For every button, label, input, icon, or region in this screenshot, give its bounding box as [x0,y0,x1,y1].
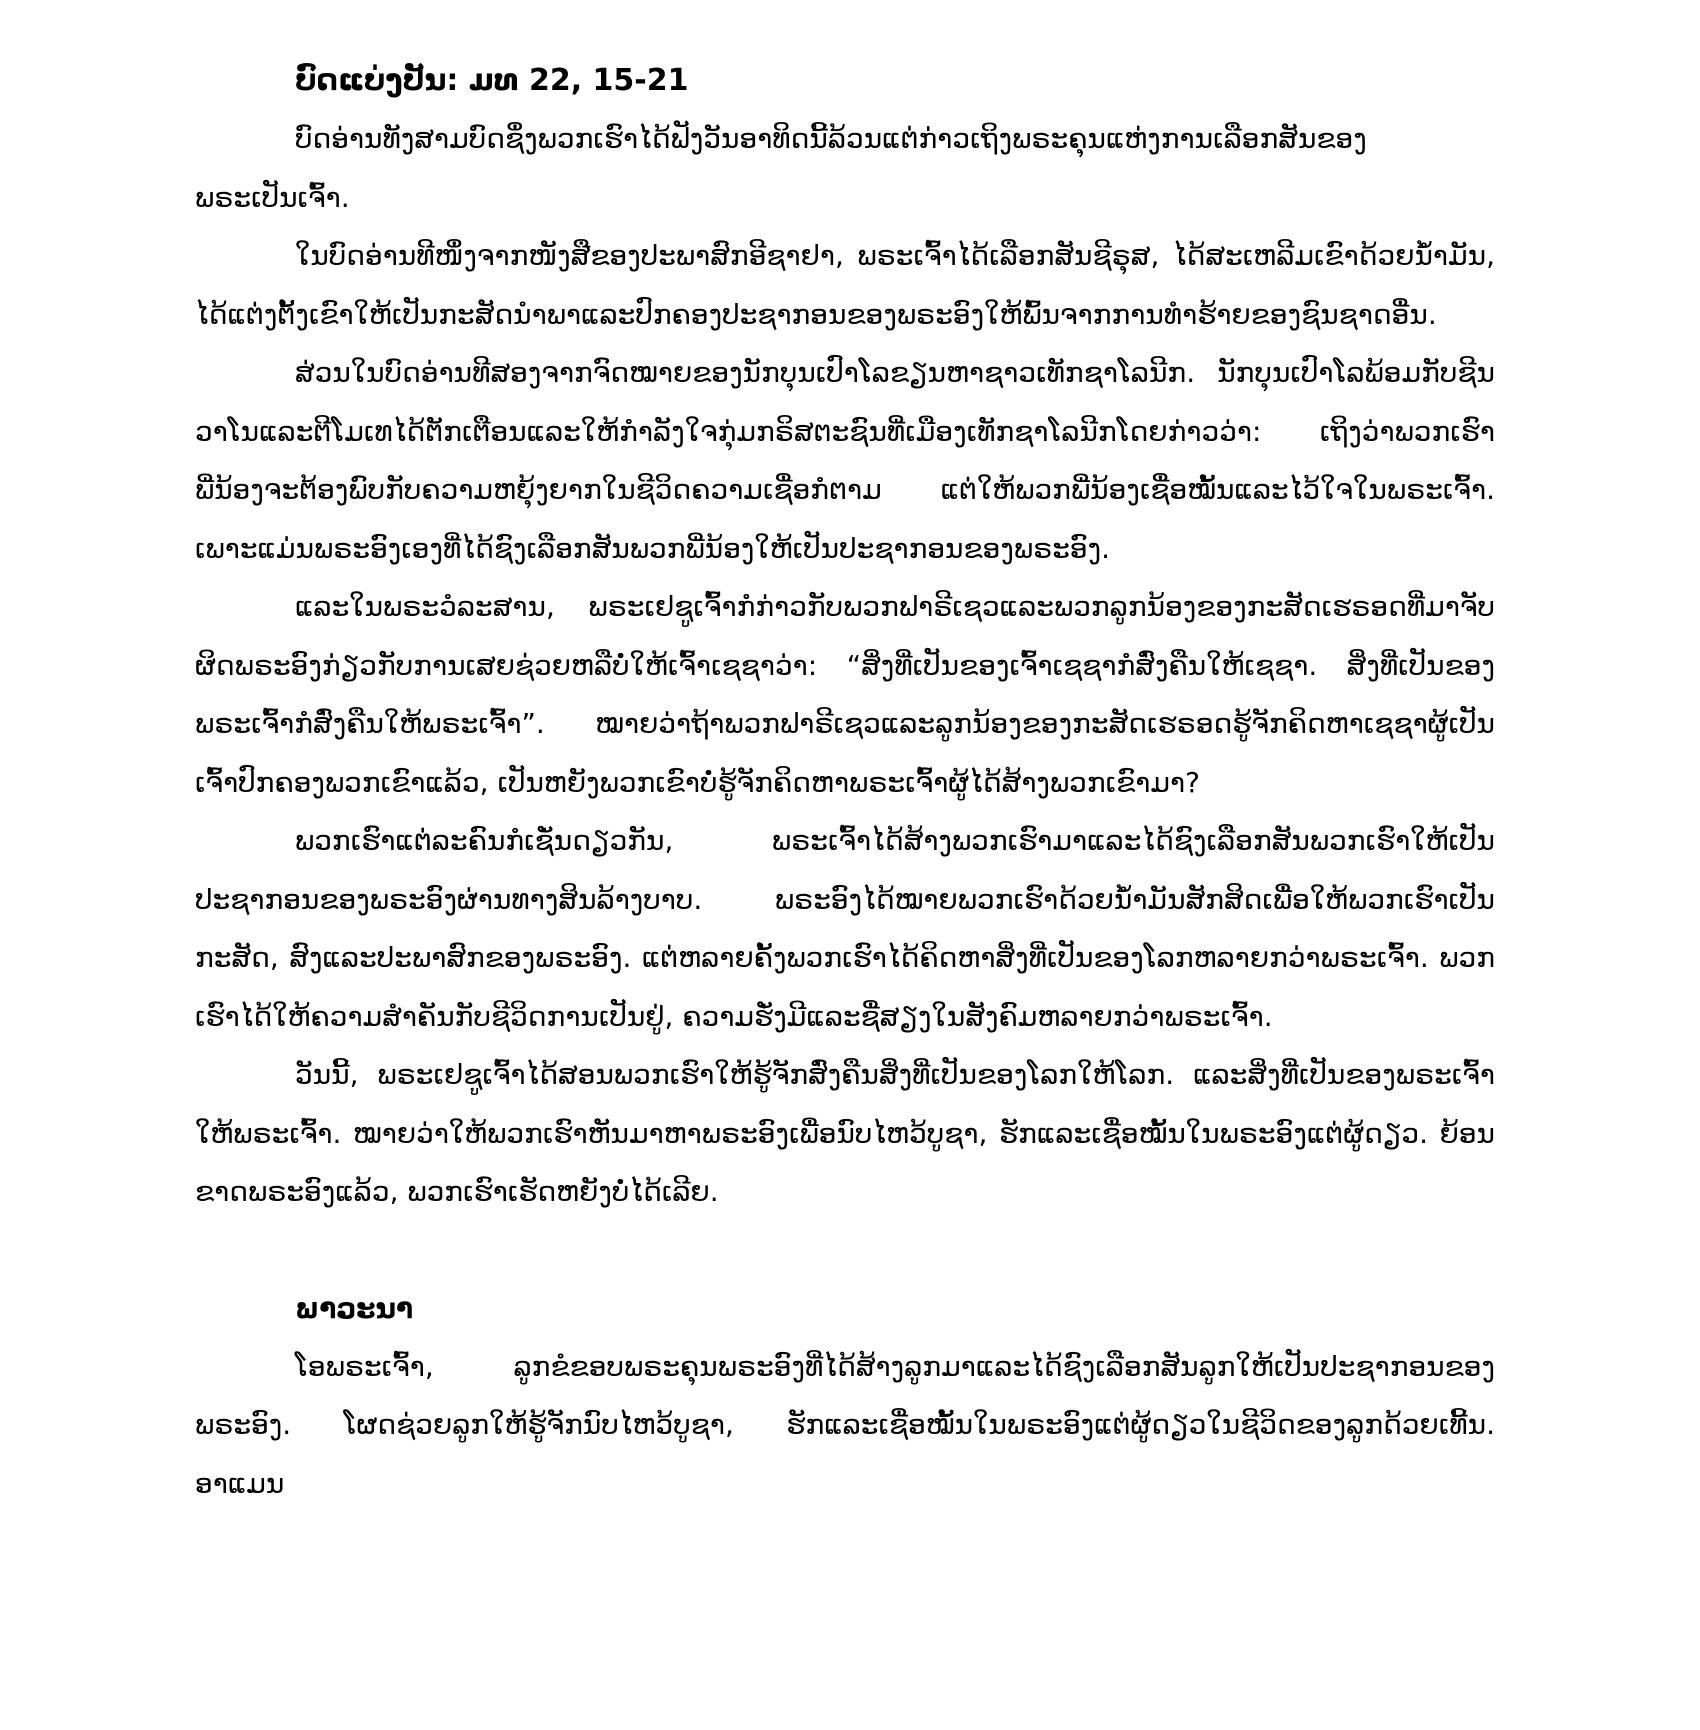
paragraph-conclusion: ວັນນີ້, ພຣະເຢຊູເຈົ້າໄດ້ສອນພວກເຮົາໃຫ້ຮູ້ຈັກສົ່ງຄືນສິ່ງທີ່ເປັນຂອງໂລກໃຫ້ໂລກ. ແລະສິ່ງທີ່ເປັນຂອງພຣະເຈົ້າໃຫ້ພຣະເຈົ້າ. ໝາຍວ່າໃຫ້ພວກເຮົາຫັນມາຫາພຣະອົງເພື່ອນົບໄຫວ້ບູຊາ, ຮັກແລະເຊື່ອໝັ້ນໃນພຣະອົງແຕ່ຜູ້ດຽວ. ຍ້ອນຂາດພຣະອົງແລ້ວ, ພວກເຮົາເຮັດຫຍັງບໍ່ໄດ້ເລີຍ. [195,1058,1495,1208]
prayer-title: ພາວະນາ [295,1291,414,1325]
prayer-text: ໂອພຣະເຈົ້າ, ລູກຂໍຂອບພຣະຄຸນພຣະອົງທີ່ໄດ້ສ້າງລູກມາແລະໄດ້ຊົງເລືອກສັນລູກໃຫ້ເປັນປະຊາກອນຂອງພຣະອົງ. ໂຜດຊ່ວຍລູກໃຫ້ຮູ້ຈັກນົບໄຫວ້ບູຊາ, ຮັກແລະເຊື່ອໝັ້ນໃນພຣະອົງແຕ່ຜູ້ດຽວໃນຊີວິດຂອງລູກດ້ວຍເທີ້ນ. ອາແມນ [195,1349,1495,1500]
reading-heading: ບົດແບ່ງປັນ: ມທ 22, 15-21 [295,63,689,98]
paragraph-gospel: ແລະໃນພຣະວໍລະສານ, ພຣະເຢຊູເຈົ້າກໍກ່າວກັບພວກຟາຣີເຊວແລະພວກລູກນ້ອງຂອງກະສັດເຮຣອດທີ່ມາຈັບຜິດພຣະອົງກ່ຽວກັບການເສຍຊ່ວຍຫລືບໍ່ໃຫ້ເຈົ້າເຊຊາວ່າ: “ສິ່ງທີ່ເປັນຂອງເຈົ້າເຊຊາກໍສົ່ງຄືນໃຫ້ເຊຊາ. ສິ່ງທີ່ເປັນຂອງພຣະເຈົ້າກໍສົ່ງຄືນໃຫ້ພຣະເຈົ້າ”. ໝາຍວ່າຖ້າພວກຟາຣີເຊວແລະລູກນ້ອງຂອງກະສັດເຮຣອດຮູ້ຈັກຄິດຫາເຊຊາຜູ້ເປັນເຈົ້າປົກຄອງພວກເຂົາແລ້ວ, ເປັນຫຍັງພວກເຂົາບໍ່ຮູ້ຈັກຄິດຫາພຣະເຈົ້າຜູ້ໄດ້ສ້າງພວກເຂົາມາ? [195,590,1495,799]
paragraph-reflection: ພວກເຮົາແຕ່ລະຄົນກໍເຊັ່ນດຽວກັນ, ພຣະເຈົ້າໄດ້ສ້າງພວກເຮົາມາແລະໄດ້ຊົງເລືອກສັນພວກເຮົາໃຫ້ເປັນປະຊາກອນຂອງພຣະອົງຜ່ານທາງສິນລ້າງບາບ. ພຣະອົງໄດ້ໝາຍພວກເຮົາດ້ວຍນ້ຳມັນສັກສິດເພື່ອໃຫ້ພວກເຮົາເປັນກະສັດ, ສົງແລະປະພາສົກຂອງພຣະອົງ. ແຕ່ຫລາຍຄັ້ງພວກເຮົາໄດ້ຄິດຫາສິ່ງທີ່ເປັນຂອງໂລກຫລາຍກວ່າພຣະເຈົ້າ. ພວກເຮົາໄດ້ໃຫ້ຄວາມສຳຄັນກັບຊີວິດການເປັນຢູ່, ຄວາມຮັ່ງມີແລະຊື່ສຽງໃນສັງຄົມຫລາຍກວ່າພຣະເຈົ້າ. [195,824,1495,1033]
document-body [195,52,1495,1513]
paragraph-second-reading: ສ່ວນໃນບົດອ່ານທີສອງຈາກຈົດໝາຍຂອງນັກບຸນເປົາໂລຂຽນຫາຊາວເທັກຊາໂລນີກ. ນັກບຸນເປົາໂລພ້ອມກັບຊີນວາໂນແລະຕີໂມເທໄດ້ຕັກເຕືອນແລະໃຫ້ກຳລັງໃຈກຸ່ມກຣິສຕະຊົນທີ່ເມືອງເທັກຊາໂລນີກໂດຍກ່າວວ່າ: ເຖິງວ່າພວກເຮົາພີ່ນ້ອງຈະຕ້ອງພົບກັບຄວາມຫຍຸ້ງຍາກໃນຊີວິດຄວາມເຊື່ອກໍຕາມ ແຕ່ໃຫ້ພວກພີ່ນ້ອງເຊື່ອໝັ້ນແລະໄວ້ໃຈໃນພຣະເຈົ້າ. ເພາະແມ່ນພຣະອົງເອງທີ່ໄດ້ຊົງເລືອກສັນພວກພີ່ນ້ອງໃຫ້ເປັນປະຊາກອນຂອງພຣະອົງ. [195,356,1495,565]
paragraph-intro: ບົດອ່ານທັງສາມບົດຊຶ່ງພວກເຮົາໄດ້ຟັງວັນອາທິດນີ້ລ້ວນແຕ່ກ່າວເຖິງພຣະຄຸນແຫ່ງການເລືອກສັນຂອງພຣະເປັນເຈົ້າ. [195,122,1367,214]
paragraph-first-reading: ໃນບົດອ່ານທີໜຶ່ງຈາກໜັງສືຂອງປະພາສົກອີຊາຢາ, ພຣະເຈົ້າໄດ້ເລືອກສັນຊີຣຸສ, ໄດ້ສະເຫລີມເຂົາດ້ວຍນ້ຳມັນ, ໄດ້ແຕ່ງຕັ້ງເຂົາໃຫ້ເປັນກະສັດນຳພາແລະປົກຄອງປະຊາກອນຂອງພຣະອົງໃຫ້ພົ້ນຈາກການທຳຮ້າຍຂອງຊົນຊາດອື່ນ. [195,239,1495,331]
